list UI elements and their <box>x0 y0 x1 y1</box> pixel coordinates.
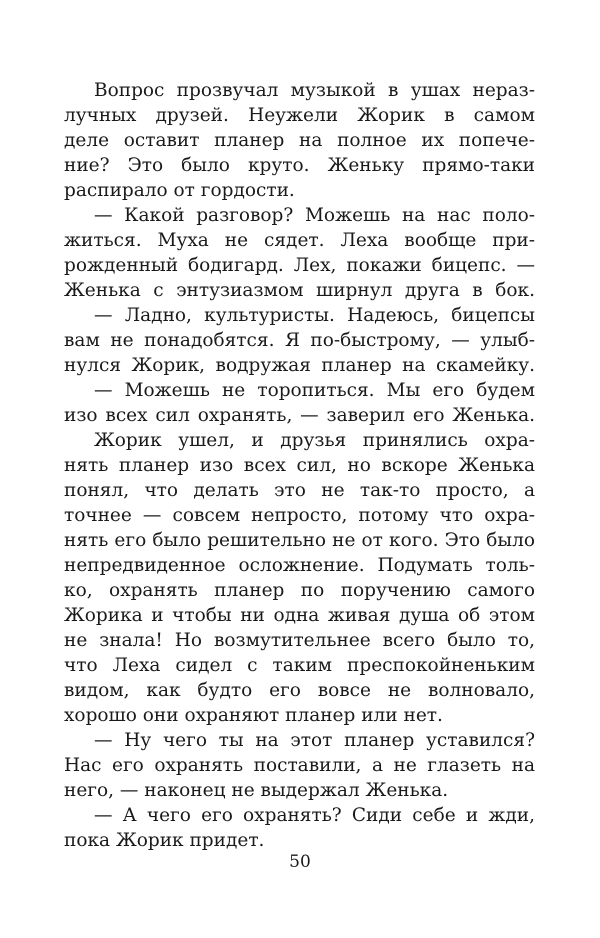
text-line: Вопрос прозвучал музыкой в ушах нераз- <box>94 80 535 101</box>
text-line: житься. Муха не сядет. Леха вообще при- <box>64 230 535 251</box>
text-line: ние? Это было круто. Женьку прямо-таки <box>64 155 535 176</box>
text-line: пока Жорик придет. <box>64 830 265 851</box>
text-line: изо всех сил охранять, — заверил его Женька. <box>64 405 535 426</box>
text-line: — Ну чего ты на этот планер уставился? <box>94 730 535 751</box>
paragraph-3 <box>64 303 535 378</box>
text-line: видом, как будто его вовсе не волновало, <box>64 680 535 701</box>
text-line: вам не понадобятся. Я по-быстрому, — улыб- <box>64 330 535 351</box>
text-line: понял, что делать это не так-то просто, а <box>64 480 535 501</box>
text-line: не знала! Но возмутительнее всего было то, <box>64 630 535 651</box>
paragraph-2 <box>64 203 535 303</box>
page-body <box>64 78 535 853</box>
text-line: деле оставит планер на полное их попече- <box>64 130 535 151</box>
text-line: нять его было решительно не от кого. Это было <box>64 530 535 551</box>
text-line: — Какой разговор? Можешь на нас поло- <box>94 205 535 226</box>
text-line: Нас его охранять поставили, а не глазеть на <box>64 755 535 776</box>
paragraph-7 <box>64 803 535 853</box>
text-line: точнее — совсем непросто, потому что охра- <box>64 505 535 526</box>
text-line: него, — наконец не выдержал Женька. <box>64 780 449 801</box>
text-line: Женька с энтузиазмом ширнул друга в бок. <box>64 280 535 301</box>
text-line: ко, охранять планер по поручению самого <box>64 580 535 601</box>
text-line: Жорика и чтобы ни одна живая душа об этом <box>64 605 535 626</box>
text-line: непредвиденное осложнение. Подумать толь- <box>64 555 535 576</box>
text-line: — Можешь не торопиться. Мы его будем <box>94 380 535 401</box>
text-line: нулся Жорик, водружая планер на скамейку. <box>64 355 535 376</box>
page-number: 50 <box>289 852 311 872</box>
paragraph-4 <box>64 378 535 428</box>
text-line: рожденный бодигард. Лех, покажи бицепс. — <box>64 255 535 276</box>
text-line: лучных друзей. Неужели Жорик в самом <box>64 105 535 126</box>
text-line: — Ладно, культуристы. Надеюсь, бицепсы <box>94 305 535 326</box>
text-line: Жорик ушел, и друзья принялись охра- <box>94 430 535 451</box>
text-line: нять планер изо всех сил, но вскоре Женька <box>64 455 535 476</box>
paragraph-1 <box>64 78 535 203</box>
paragraph-5 <box>64 428 535 728</box>
text-line: хорошо они охраняют планер или нет. <box>64 705 443 726</box>
text-line: — А чего его охранять? Сиди себе и жди, <box>94 805 535 826</box>
paragraph-6 <box>64 728 535 803</box>
text-line: что Леха сидел с таким преспокойненьким <box>64 655 535 676</box>
text-line: распирало от гордости. <box>64 180 295 201</box>
